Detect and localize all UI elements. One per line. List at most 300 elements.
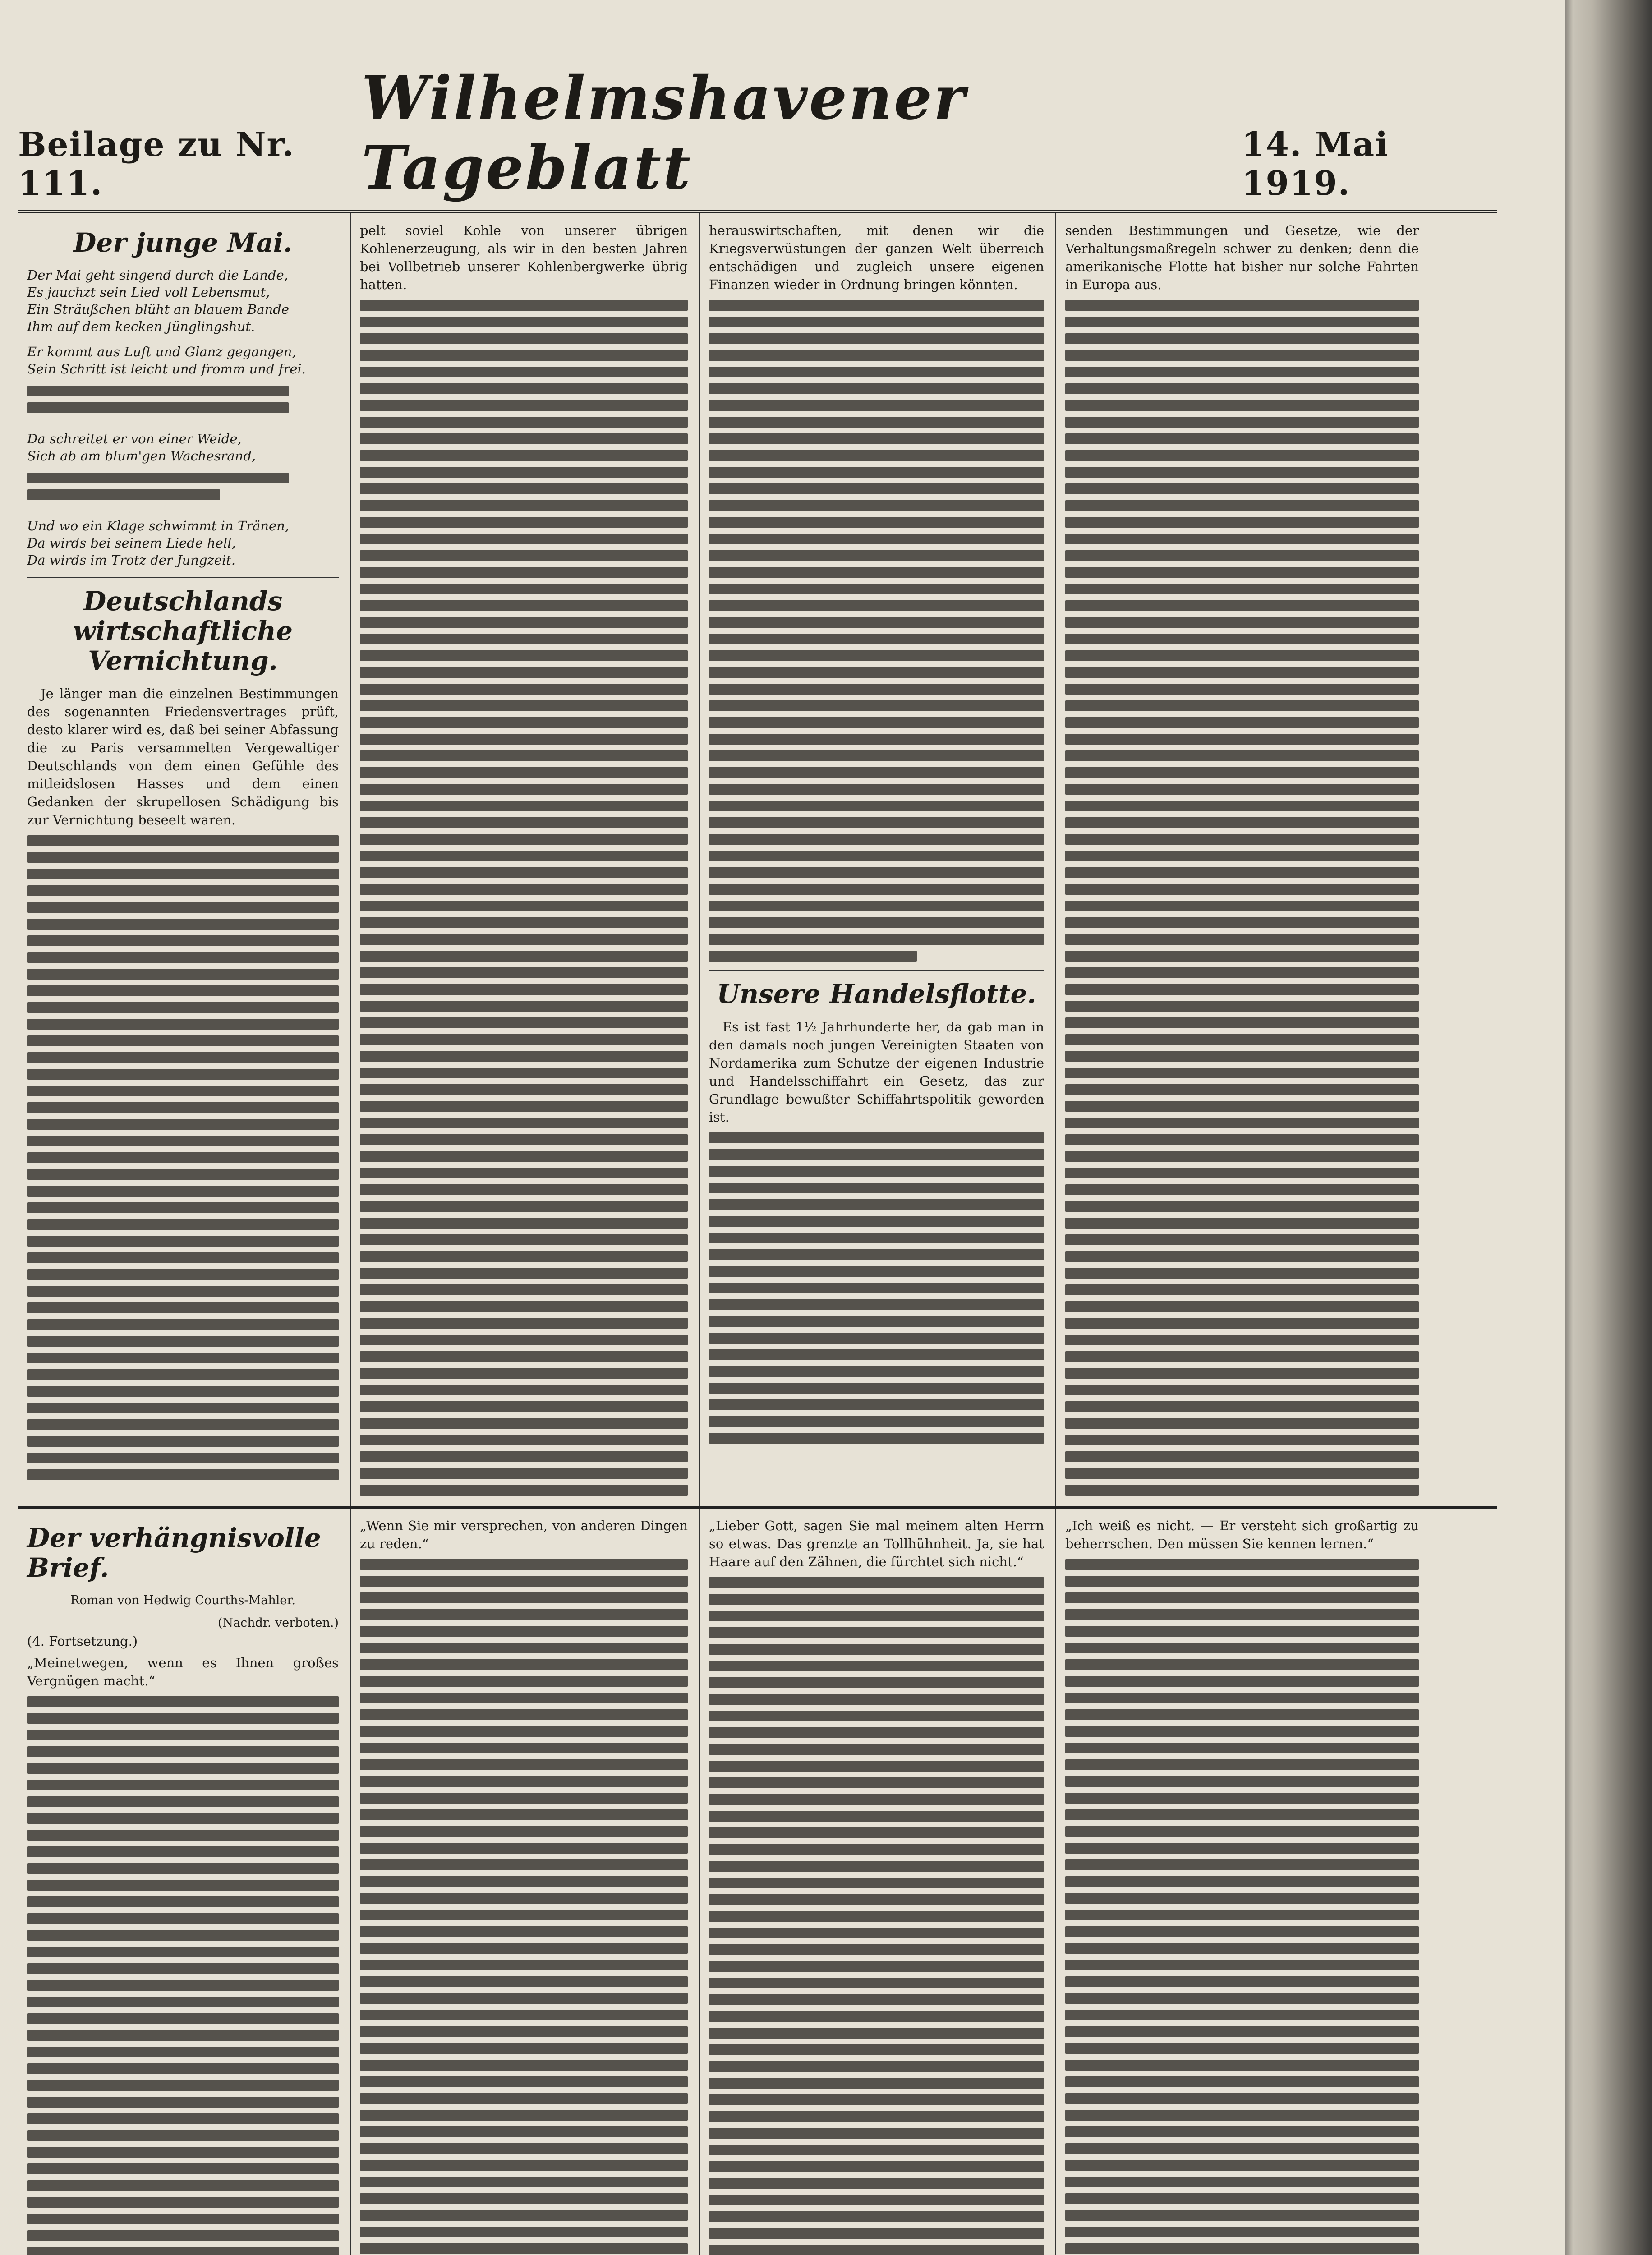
feuilleton-column-4 — [1056, 1509, 1430, 2255]
text-line — [709, 1928, 1044, 1938]
text-line — [1065, 767, 1419, 778]
text-line — [709, 2145, 1044, 2155]
poem-lines — [27, 473, 339, 508]
text-line — [1065, 584, 1419, 594]
text-line — [1065, 2026, 1419, 2037]
article-body — [27, 835, 339, 1480]
text-line — [360, 1726, 688, 1737]
text-line — [27, 1102, 339, 1113]
text-line — [360, 1401, 688, 1412]
article-title: Unsere Handelsflotte. — [717, 979, 1036, 1009]
article-body — [709, 300, 1044, 962]
text-line — [709, 333, 1044, 344]
text-line — [27, 2113, 339, 2124]
poem-title: Der junge Mai. — [74, 227, 292, 258]
text-line — [709, 717, 1044, 728]
text-line — [360, 1151, 688, 1162]
text-line — [1065, 417, 1419, 428]
text-line — [360, 1251, 688, 1262]
text-line — [360, 417, 688, 428]
text-line — [360, 1809, 688, 1820]
text-line — [360, 2026, 688, 2037]
text-line — [27, 1896, 339, 1907]
article-paragraph: herauswirtschaften, mit denen wir die Kriegsverwüstungen der ganzen Welt überreich entschädigen und zugleich unsere eigenen Finanzen wieder in Ordnung bringen könnten. — [709, 223, 1044, 292]
text-line — [709, 534, 1044, 544]
text-line — [1065, 1843, 1419, 1854]
text-line — [27, 1713, 339, 1724]
poem-lines — [27, 386, 339, 421]
text-line — [709, 951, 917, 962]
text-line — [709, 1727, 1044, 1738]
text-line — [709, 433, 1044, 444]
text-line — [360, 567, 688, 578]
text-line — [360, 767, 688, 778]
text-line — [709, 734, 1044, 745]
text-line — [709, 867, 1044, 878]
text-line — [1065, 567, 1419, 578]
text-line — [360, 1134, 688, 1145]
text-line — [709, 1577, 1044, 1588]
text-line — [709, 2228, 1044, 2239]
text-line — [360, 350, 688, 361]
text-line — [27, 1219, 339, 1230]
text-line — [360, 884, 688, 895]
feuilleton-paragraph: „Ich weiß es nicht. — Er versteht sich großartig zu beherrschen. Den müssen Sie kennen lernen.“ — [1065, 1518, 1419, 1551]
text-line — [1065, 650, 1419, 661]
text-line — [360, 750, 688, 761]
text-line — [27, 1997, 339, 2007]
text-line — [27, 1252, 339, 1263]
text-line — [709, 1844, 1044, 1855]
text-line — [709, 1978, 1044, 1988]
text-line — [1065, 467, 1419, 478]
text-line — [27, 902, 339, 913]
text-line — [27, 1169, 339, 1180]
text-line — [709, 1811, 1044, 1822]
text-line — [360, 1351, 688, 1362]
text-line — [1065, 834, 1419, 845]
text-line — [709, 1216, 1044, 1227]
text-line — [360, 2227, 688, 2237]
text-line — [360, 1559, 688, 1570]
text-line — [360, 2010, 688, 2020]
article-body — [360, 300, 688, 1496]
text-line — [1065, 1151, 1419, 1162]
text-line — [360, 1051, 688, 1062]
text-line — [709, 600, 1044, 611]
text-line — [360, 300, 688, 311]
text-line — [360, 1693, 688, 1703]
text-line — [709, 1661, 1044, 1671]
text-line — [360, 1609, 688, 1620]
text-line — [27, 869, 339, 879]
text-line — [360, 1859, 688, 1870]
text-line — [709, 834, 1044, 845]
text-line — [1065, 1576, 1419, 1587]
text-line — [1065, 1976, 1419, 1987]
text-line — [27, 1119, 339, 1130]
text-line — [1065, 1609, 1419, 1620]
column-4 — [1056, 213, 1430, 1506]
text-line — [1065, 817, 1419, 828]
text-line — [1065, 1068, 1419, 1078]
text-line — [360, 1926, 688, 1937]
text-line — [27, 2214, 339, 2224]
text-line — [27, 1796, 339, 1807]
text-line — [1065, 801, 1419, 811]
text-line — [709, 1827, 1044, 1838]
column-3 — [700, 213, 1056, 1506]
text-line — [1065, 1001, 1419, 1012]
text-line — [1065, 1318, 1419, 1329]
text-line — [360, 550, 688, 561]
text-line — [27, 1436, 339, 1447]
text-line — [360, 1068, 688, 1078]
text-line — [709, 467, 1044, 478]
text-line — [709, 1199, 1044, 1210]
text-line — [709, 634, 1044, 644]
text-line — [1065, 1726, 1419, 1737]
text-line — [709, 1744, 1044, 1755]
text-line — [1065, 684, 1419, 695]
text-line — [27, 835, 339, 846]
text-line — [709, 2111, 1044, 2122]
text-line — [360, 650, 688, 661]
text-line — [709, 2061, 1044, 2072]
text-line — [27, 2230, 339, 2241]
text-line — [27, 1269, 339, 1280]
text-line — [1065, 400, 1419, 411]
text-line — [709, 1383, 1044, 1394]
text-line — [27, 2080, 339, 2091]
text-line — [1065, 1084, 1419, 1095]
text-line — [27, 1880, 339, 1891]
text-line — [709, 1711, 1044, 1721]
text-line — [1065, 2093, 1419, 2104]
text-line — [27, 885, 339, 896]
text-line — [709, 1944, 1044, 1955]
text-line — [1065, 1659, 1419, 1670]
text-line — [1065, 1034, 1419, 1045]
text-line — [360, 383, 688, 394]
text-line — [360, 1084, 688, 1095]
text-line — [1065, 1743, 1419, 1753]
text-line — [27, 1035, 339, 1046]
text-line — [360, 817, 688, 828]
text-line — [360, 1759, 688, 1770]
text-line — [27, 852, 339, 863]
text-line — [709, 2178, 1044, 2189]
text-line — [27, 2063, 339, 2074]
text-line — [709, 417, 1044, 428]
text-line — [1065, 1960, 1419, 1970]
text-line — [360, 1910, 688, 1920]
text-line — [360, 400, 688, 411]
text-line — [360, 1184, 688, 1195]
text-line — [709, 2044, 1044, 2055]
text-line — [1065, 884, 1419, 895]
text-line — [709, 350, 1044, 361]
text-line — [360, 784, 688, 795]
text-line — [360, 851, 688, 861]
poem-stanza: Da schreitet er von einer Weide, Sich ab am blum'gen Wachesrand, — [27, 431, 256, 464]
text-line — [709, 884, 1044, 895]
article-paragraph: senden Bestimmungen und Gesetze, wie der Verhaltungsmaßregeln schwer zu denken; denn die amerikanische Flotte hat bisher nur solche Fahrten in Europa aus. — [1065, 223, 1419, 292]
text-line — [27, 473, 289, 483]
text-line — [1065, 1809, 1419, 1820]
text-line — [1065, 617, 1419, 628]
text-line — [27, 1830, 339, 1841]
text-line — [709, 1627, 1044, 1638]
text-line — [709, 851, 1044, 861]
text-line — [27, 1846, 339, 1857]
text-line — [709, 2011, 1044, 2022]
text-line — [1065, 1101, 1419, 1112]
text-line — [709, 917, 1044, 928]
text-line — [709, 317, 1044, 327]
text-line — [709, 1333, 1044, 1344]
text-line — [360, 2160, 688, 2171]
text-line — [709, 1433, 1044, 1444]
text-line — [360, 1943, 688, 1954]
issue-date: 14. Mai 1919. — [1241, 125, 1389, 203]
text-line — [27, 1152, 339, 1163]
text-line — [1065, 550, 1419, 561]
text-line — [360, 1743, 688, 1753]
text-line — [360, 1709, 688, 1720]
text-line — [27, 919, 339, 930]
text-line — [27, 1052, 339, 1063]
text-line — [1065, 350, 1419, 361]
text-line — [709, 1861, 1044, 1872]
text-line — [360, 917, 688, 928]
text-line — [360, 1976, 688, 1987]
text-line — [27, 1236, 339, 1247]
text-line — [27, 1980, 339, 1991]
text-line — [360, 1776, 688, 1787]
text-line — [360, 433, 688, 444]
text-line — [1065, 433, 1419, 444]
text-line — [1065, 1626, 1419, 1637]
article-paragraph: pelt soviel Kohle von unserer übrigen Kohlenerzeugung, als wir in den besten Jahren bei Vollbetrieb unserer Kohlenbergwerke übrig hatten. — [360, 223, 688, 292]
text-line — [709, 1166, 1044, 1177]
text-line — [1065, 984, 1419, 995]
text-line — [709, 1594, 1044, 1605]
text-line — [27, 1963, 339, 1974]
text-line — [360, 2060, 688, 2071]
text-line — [27, 985, 339, 996]
text-line — [1065, 1118, 1419, 1128]
text-line — [360, 584, 688, 594]
reprint-note: (Nachdr. verboten.) — [217, 1616, 339, 1630]
text-line — [709, 1777, 1044, 1788]
text-line — [1065, 1218, 1419, 1229]
text-line — [360, 1576, 688, 1587]
text-line — [360, 1318, 688, 1329]
text-line — [1065, 1234, 1419, 1245]
text-line — [1065, 1776, 1419, 1787]
text-line — [360, 1676, 688, 1687]
text-line — [1065, 2110, 1419, 2121]
text-line — [1065, 1859, 1419, 1870]
text-line — [1065, 2210, 1419, 2221]
text-line — [1065, 1592, 1419, 1603]
text-line — [709, 550, 1044, 561]
text-line — [360, 1284, 688, 1295]
column-1 — [18, 213, 351, 1506]
text-line — [1065, 517, 1419, 528]
text-line — [709, 1316, 1044, 1327]
poem-stanza: Er kommt aus Luft und Glanz gegangen, Sein Schritt ist leicht und fromm und frei. — [27, 344, 306, 377]
text-line — [360, 834, 688, 845]
text-line — [27, 1086, 339, 1096]
text-line — [1065, 1301, 1419, 1312]
text-line — [1065, 1051, 1419, 1062]
text-line — [1065, 2227, 1419, 2237]
text-line — [1065, 1559, 1419, 1570]
text-line — [1065, 300, 1419, 311]
text-line — [360, 1468, 688, 1479]
text-line — [27, 1136, 339, 1146]
text-line — [360, 600, 688, 611]
text-line — [360, 1034, 688, 1045]
text-line — [360, 1168, 688, 1178]
text-line — [709, 500, 1044, 511]
text-line — [1065, 917, 1419, 928]
text-line — [709, 1644, 1044, 1655]
text-line — [360, 717, 688, 728]
text-line — [1065, 1435, 1419, 1445]
text-line — [27, 1202, 339, 1213]
text-line — [27, 1730, 339, 1740]
feuilleton-body — [1065, 1559, 1419, 2255]
text-line — [27, 386, 289, 396]
text-line — [709, 1366, 1044, 1377]
text-line — [709, 517, 1044, 528]
text-line — [360, 2093, 688, 2104]
text-line — [27, 2013, 339, 2024]
feuilleton-body — [27, 1696, 339, 2255]
feuilleton-body — [709, 1577, 1044, 2255]
text-line — [27, 1403, 339, 1413]
text-line — [360, 517, 688, 528]
supplement-label: Beilage zu Nr. 111. — [18, 125, 295, 203]
text-line — [360, 2177, 688, 2187]
text-line — [709, 901, 1044, 911]
text-line — [360, 483, 688, 494]
text-line — [1065, 1926, 1419, 1937]
feuilleton-paragraph: „Wenn Sie mir versprechen, von anderen Dingen zu reden.“ — [360, 1518, 688, 1551]
text-line — [27, 1746, 339, 1757]
text-line — [709, 2195, 1044, 2205]
text-line — [360, 1876, 688, 1887]
text-line — [709, 567, 1044, 578]
text-line — [709, 684, 1044, 695]
text-line — [1065, 2243, 1419, 2254]
text-line — [1065, 867, 1419, 878]
text-line — [1065, 534, 1419, 544]
text-line — [1065, 734, 1419, 745]
text-line — [1065, 1168, 1419, 1178]
text-line — [27, 2030, 339, 2041]
text-line — [27, 1469, 339, 1480]
text-line — [360, 500, 688, 511]
text-line — [27, 1863, 339, 1874]
text-line — [360, 1017, 688, 1028]
text-line — [360, 1418, 688, 1429]
text-line — [360, 700, 688, 711]
text-line — [27, 1813, 339, 1824]
text-line — [709, 584, 1044, 594]
text-line — [1065, 383, 1419, 394]
text-line — [1065, 1910, 1419, 1920]
text-line — [1065, 1709, 1419, 1720]
text-line — [360, 2076, 688, 2087]
article-body — [1065, 300, 1419, 1496]
feuilleton-paragraph: „Lieber Gott, sagen Sie mal meinem alten Herrn so etwas. Das grenzte an Tollhühnheit. Ja, sie hat Haare auf den Zähnen, die fürchtet sich nicht.“ — [709, 1518, 1044, 1569]
text-line — [360, 951, 688, 962]
text-line — [1065, 2043, 1419, 2054]
text-line — [1065, 1451, 1419, 1462]
text-line — [1065, 1643, 1419, 1653]
text-line — [27, 1302, 339, 1313]
article-title: Deutschlands wirtschaftliche Vernichtung. — [73, 586, 293, 676]
text-line — [27, 1353, 339, 1363]
text-line — [1065, 1468, 1419, 1479]
text-line — [1065, 1418, 1419, 1429]
text-line — [709, 617, 1044, 628]
text-line — [27, 2197, 339, 2208]
text-line — [1065, 1385, 1419, 1395]
text-line — [360, 1201, 688, 1212]
text-line — [1065, 1284, 1419, 1295]
text-line — [1065, 1335, 1419, 1345]
text-line — [709, 367, 1044, 377]
text-line — [360, 1893, 688, 1904]
text-line — [709, 400, 1044, 411]
text-line — [709, 1611, 1044, 1621]
text-line — [1065, 2160, 1419, 2171]
text-line — [27, 1913, 339, 1924]
text-line — [1065, 600, 1419, 611]
text-line — [1065, 1759, 1419, 1770]
text-line — [709, 650, 1044, 661]
feuilleton-body — [360, 1559, 688, 2255]
text-line — [360, 1435, 688, 1445]
text-line — [360, 467, 688, 478]
article-paragraph: Es ist fast 1½ Jahrhunderte her, da gab man in den damals noch jungen Vereinigten Staaten von Nordamerika zum Schutze der eigenen Industrie und Handelsschiffahrt ein Gesetz, das zur Grundlage bewußter Schiffahrtspolitik geworden ist. — [709, 1019, 1044, 1125]
text-line — [709, 784, 1044, 795]
text-line — [1065, 367, 1419, 377]
newspaper-title: Wilhelmshavener Tageblatt — [361, 63, 967, 203]
text-line — [360, 333, 688, 344]
text-line — [360, 684, 688, 695]
text-line — [709, 300, 1044, 311]
poem-stanza: Der Mai geht singend durch die Lande, Es jauchzt sein Lied voll Lebensmut, Ein Sträußchen blüht an blauem Bande Ihm auf dem kecken Jünglingshut. — [27, 267, 289, 334]
text-line — [360, 1659, 688, 1670]
text-line — [27, 1453, 339, 1463]
text-line — [709, 383, 1044, 394]
top-section — [18, 213, 1497, 1509]
text-line — [1065, 2177, 1419, 2187]
text-line — [27, 1696, 339, 1707]
text-line — [709, 1961, 1044, 1972]
text-line — [1065, 1184, 1419, 1195]
text-line — [1065, 1993, 1419, 2004]
text-line — [1065, 317, 1419, 327]
text-line — [360, 1960, 688, 1970]
text-line — [1065, 1893, 1419, 1904]
